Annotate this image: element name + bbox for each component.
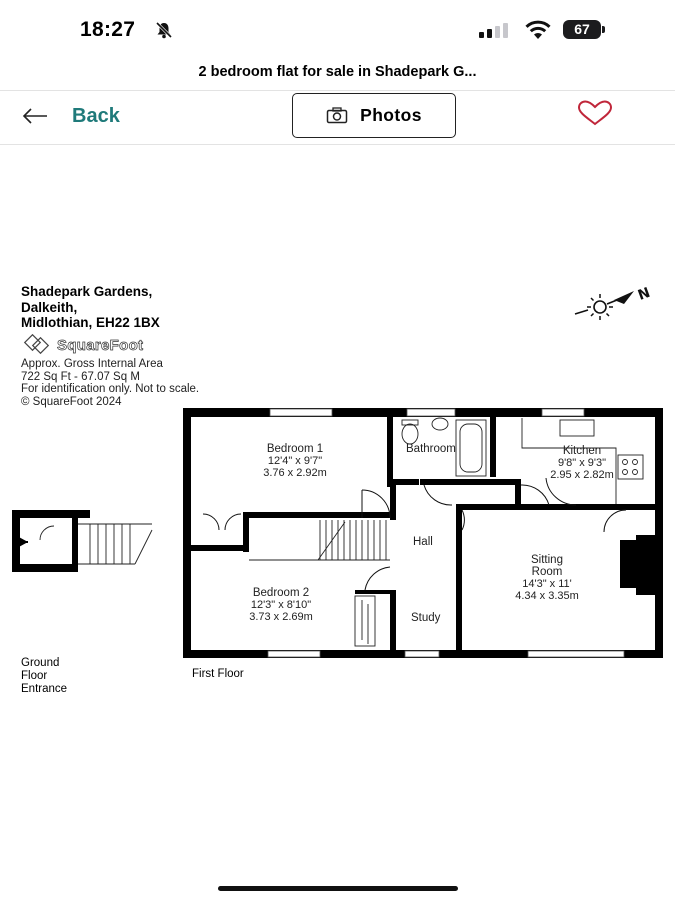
room-name-line: Sitting [531,554,563,566]
area-line: Approx. Gross Internal Area [21,358,163,370]
back-button[interactable] [22,100,120,132]
room-dimensions-imperial: 9'8" x 9'3" [557,457,607,469]
room-name-line: Room [531,566,563,578]
ground-floor-label-line: Ground [21,657,60,669]
back-arrow-icon [22,108,48,124]
squarefoot-logo [21,334,143,356]
battery-tip [602,26,605,33]
compass-north-label: N [635,284,653,304]
room-dimensions-metric: 3.73 x 2.69m [249,611,313,623]
area-line: For identification only. Not to scale. [21,383,200,395]
photos-button[interactable] [292,93,456,138]
battery-indicator: 67 [563,20,601,39]
ground-floor-label-line: Floor [21,670,48,682]
room-bedroom-2 [226,587,336,623]
first-floor-label: First Floor [192,668,244,680]
wifi-icon [524,20,552,40]
address-line: Shadepark Gardens, [21,284,153,299]
logo-text: SquareFoot [57,336,144,354]
area-line: © SquareFoot 2024 [21,395,122,408]
room-study: Study [411,612,441,624]
room-name: Kitchen [562,445,602,457]
toolbar-divider [0,144,675,145]
room-sitting-room [492,554,602,602]
page-title: 2 bedroom flat for sale in Shadepark G... [198,64,477,80]
ground-floor-entrance [12,510,152,572]
bedroom2-wardrobe [355,596,375,646]
property-address [21,284,160,331]
room-dimensions-imperial: 12'3" x 8'10" [250,599,312,611]
status-time: 18:27 [80,18,136,41]
room-dimensions-metric: 2.95 x 2.82m [550,469,614,481]
room-kitchen [537,445,627,481]
header-divider [0,90,675,91]
room-dimensions-imperial: 14'3" x 11' [522,578,572,590]
ground-floor-label [21,657,67,696]
squarefoot-logo-icon [21,334,55,356]
back-label: Back [72,104,120,127]
area-line: 722 Sq Ft - 67.07 Sq M [21,370,140,383]
ground-floor-label-line: Entrance [21,683,68,695]
floor-plan-stairs [249,520,390,560]
photos-label: Photos [360,105,422,125]
home-indicator[interactable] [218,886,458,891]
room-dimensions-metric: 4.34 x 3.35m [515,590,579,602]
favourite-heart-icon[interactable] [576,100,614,126]
compass-icon [572,284,662,324]
room-name: Bedroom 2 [252,587,310,599]
room-dimensions-imperial: 12'4" x 9'7" [267,455,323,467]
cellular-signal-icon [478,22,514,38]
silent-bell-icon [154,20,174,40]
status-bar [0,0,675,60]
address-line: Midlothian, EH22 1BX [21,315,160,330]
room-hall: Hall [413,536,433,548]
room-bathroom: Bathroom [406,443,456,455]
camera-icon [326,107,348,124]
room-bedroom-1 [240,443,350,479]
address-line: Dalkeith, [21,299,78,315]
room-dimensions-metric: 3.76 x 2.92m [263,467,327,479]
room-name: Bedroom 1 [266,443,324,455]
